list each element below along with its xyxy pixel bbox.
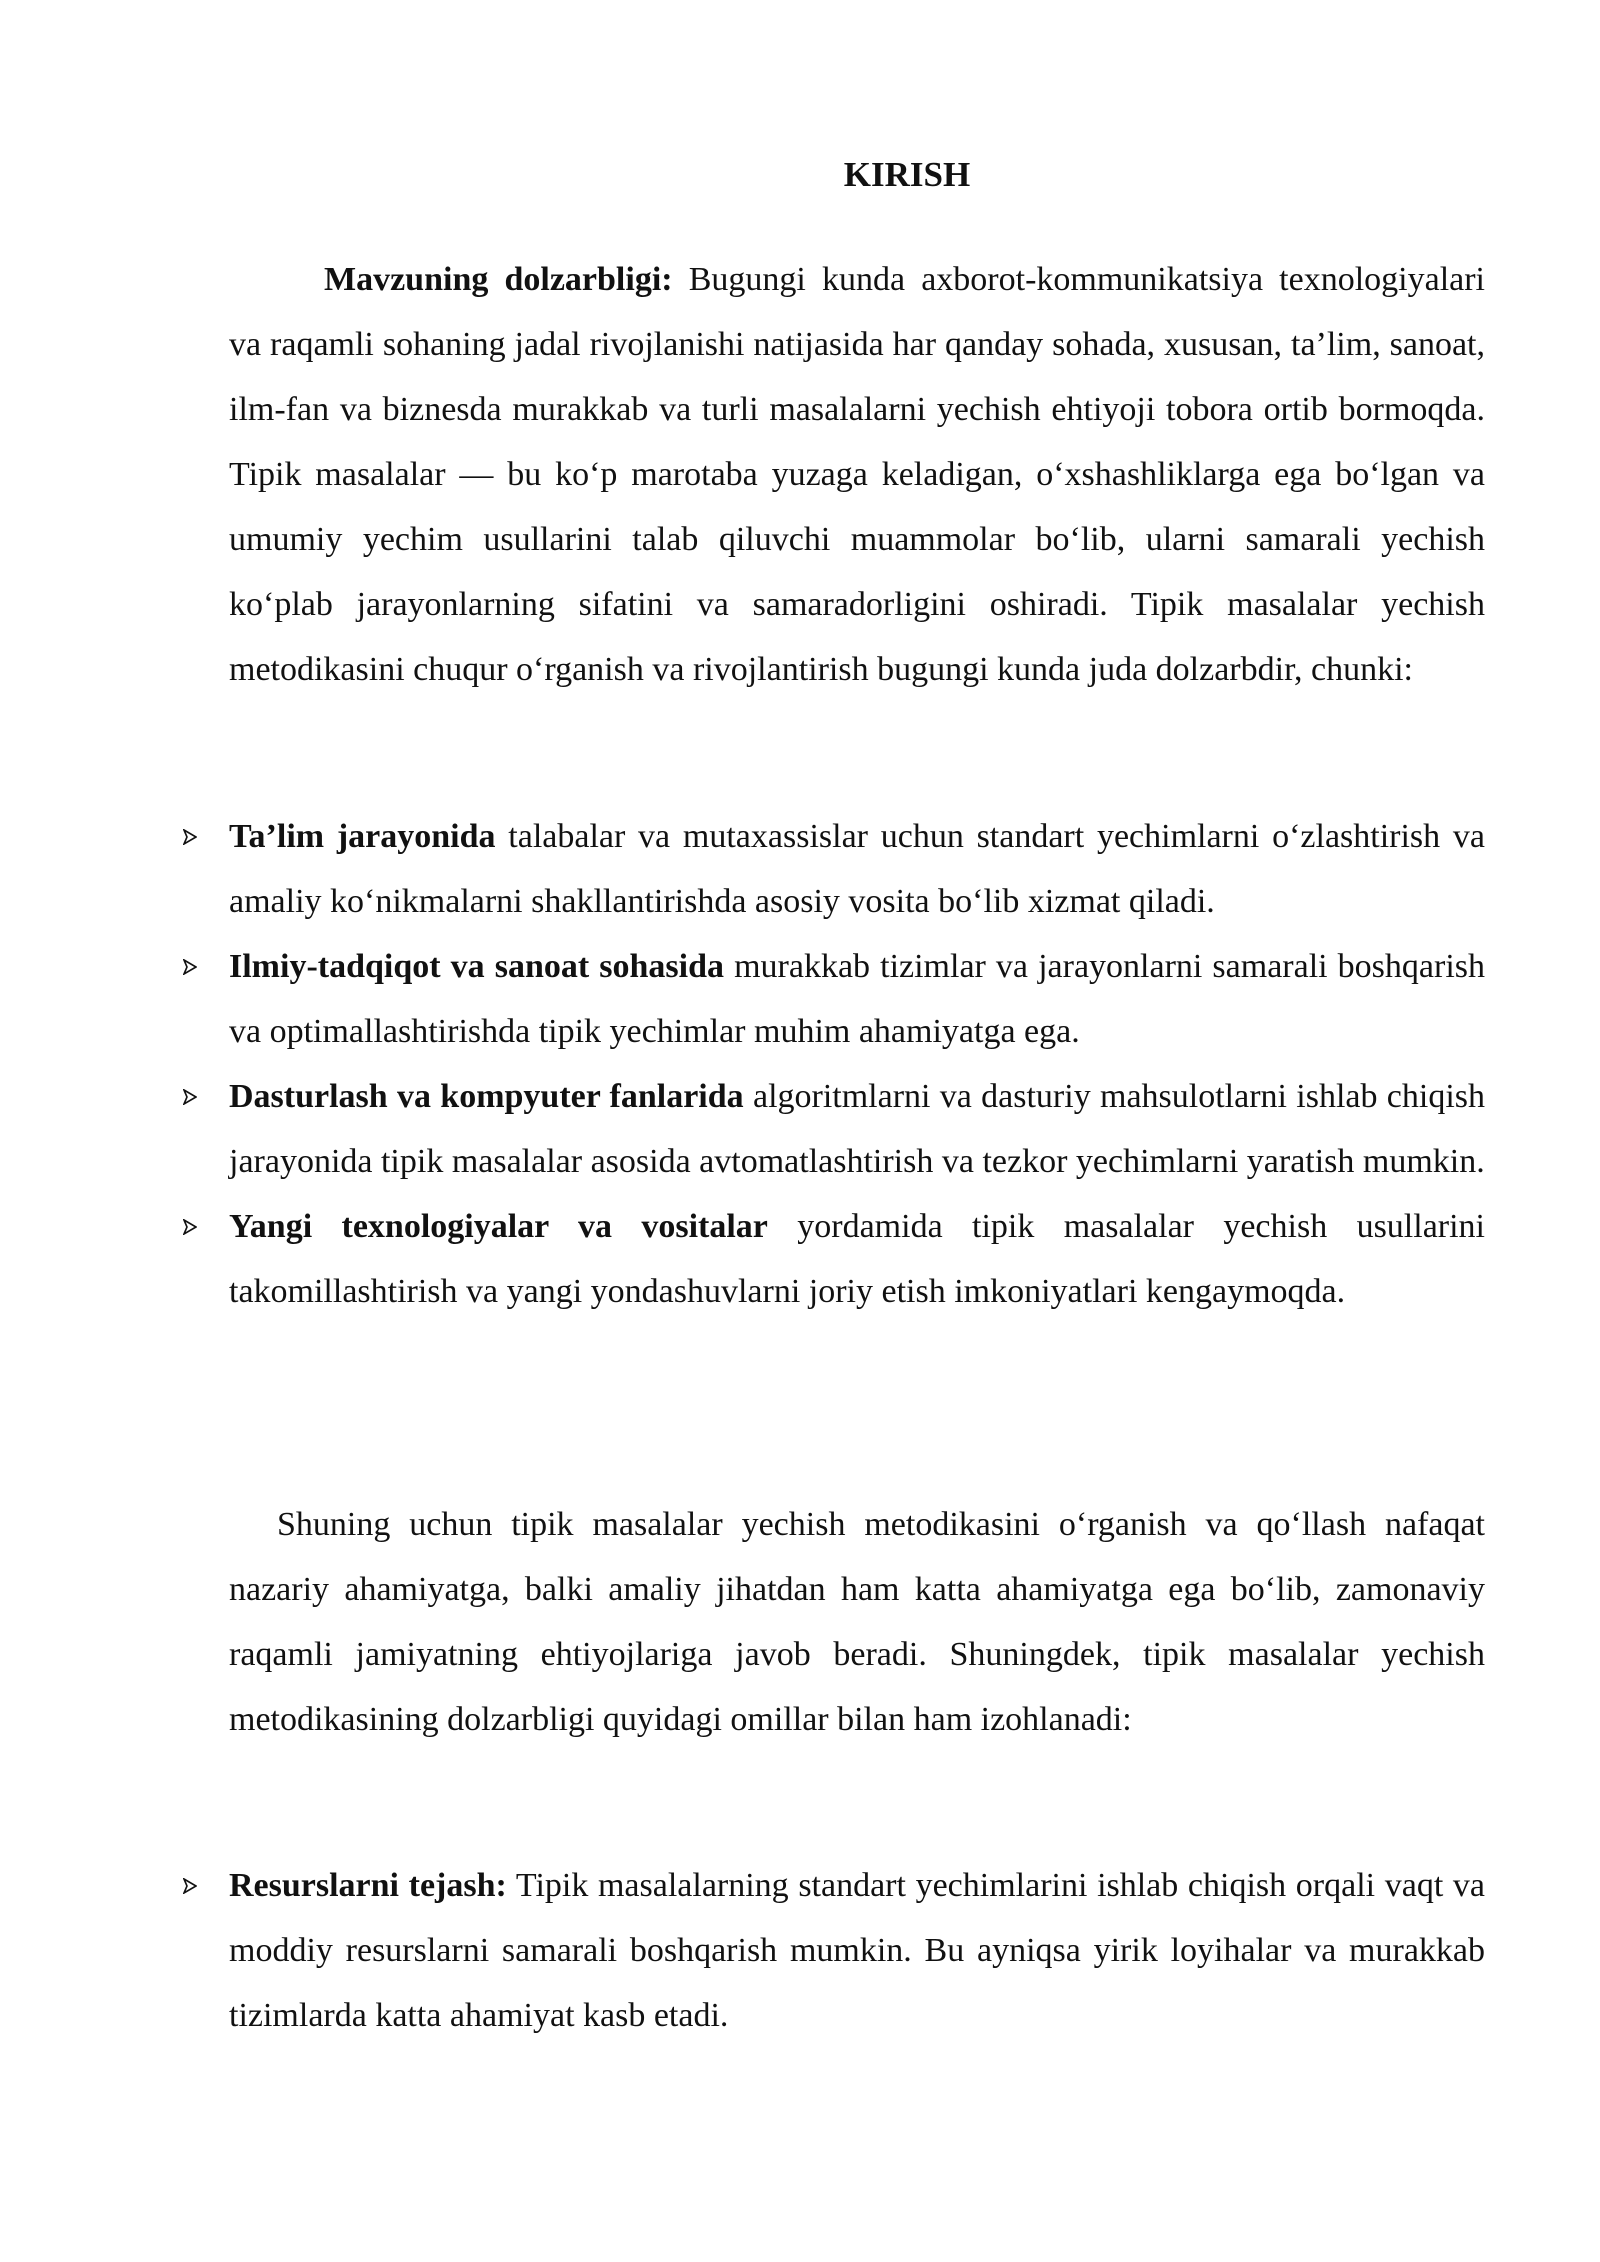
list-item xyxy=(229,934,1485,1064)
list-item-bold: Yangi texnologiyalar va vositalar xyxy=(229,1208,768,1245)
list-item-bold: Resurslarni tejash: xyxy=(229,1867,507,1904)
intro-text: Bugungi kunda axborot-kommunikatsiya texnologiyalari va raqamli sohaning jadal rivojlanishi natijasida har qanday sohada, xususan, ta’lim, sanoat, ilm-fan va biznesda murakkab va turli masalalarni yechish ehtiyoji tobora ortib bormoqda. Tipik masalalar — bu ko‘p marotaba yuzaga keladigan, o‘xshashliklarga ega bo‘lgan va umumiy yechim usullarini talab qiluvchi muammolar bo‘lib, ularni samarali yechish ko‘plab jarayonlarning sifatini va samaradorligini oshiradi. Tipik masalalar yechish metodikasini chuqur o‘rganish va rivojlantirish bugungi kunda juda dolzarbdir, chunki: xyxy=(229,261,1486,688)
list-item-bold: Ilmiy-tadqiqot va sanoat sohasida xyxy=(229,948,725,985)
second-section xyxy=(229,1492,1485,1752)
list-item-text: Tipik masalalarning standart yechimlarini ishlab chiqish orqali vaqt va moddiy resurslarni samarali boshqarish mumkin. Bu ayniqsa yirik loyihalar va murakkab tizimlarda katta ahamiyat kasb etadi. xyxy=(229,1867,1485,2034)
list-item-text: talabalar va mutaxassislar uchun standart yechimlarni o‘zlashtirish va amaliy ko‘nikmalarni shakllantirishda asosiy vosita bo‘lib xizmat qiladi. xyxy=(229,818,1485,920)
arrowhead-bullet-icon xyxy=(177,1064,203,1129)
list-item xyxy=(229,804,1485,934)
arrowhead-bullet-icon xyxy=(177,934,203,999)
list-item xyxy=(229,1064,1485,1194)
list-item xyxy=(229,1853,1485,2048)
page-title: KIRISH xyxy=(843,155,971,194)
list-item-text: murakkab tizimlar va jarayonlarni samarali boshqarish va optimallashtirishda tipik yechimlar muhim ahamiyatga ega. xyxy=(229,948,1485,1050)
list-item-text: algoritmlarni va dasturiy mahsulotlarni ishlab chiqish jarayonida tipik masalalar asosida avtomatlashtirish va tezkor yechimlarni yaratish mumkin. xyxy=(229,1078,1486,1180)
reasons-list xyxy=(229,804,1485,1324)
arrowhead-bullet-icon xyxy=(177,1853,203,1918)
list-item-bold: Dasturlash va kompyuter fanlarida xyxy=(229,1078,744,1115)
intro-bold-lead: Mavzuning dolzarbligi: xyxy=(324,261,673,298)
second-paragraph: Shuning uchun tipik masalalar yechish metodikasini o‘rganish va qo‘llash nafaqat nazariy ahamiyatga, balki amaliy jihatdan ham katta ahamiyatga ega bo‘lib, zamonaviy raqamli jamiyatning ehtiyojlariga javob beradi. Shuningdek, tipik masalalar yechish metodikasining dolzarbligi quyidagi omillar bilan ham izohlanadi: xyxy=(229,1506,1485,1738)
list-item-bold: Ta’lim jarayonida xyxy=(229,818,496,855)
list-item-text: yordamida tipik masalalar yechish usullarini takomillashtirish va yangi yondashuvlarni joriy etish imkoniyatlari kengaymoqda. xyxy=(229,1208,1485,1310)
intro-section xyxy=(229,247,1485,702)
arrowhead-bullet-icon xyxy=(177,804,203,869)
arrowhead-bullet-icon xyxy=(177,1194,203,1259)
list-item xyxy=(229,1194,1485,1324)
intro-paragraph xyxy=(229,247,1485,702)
factors-list xyxy=(229,1853,1485,2048)
